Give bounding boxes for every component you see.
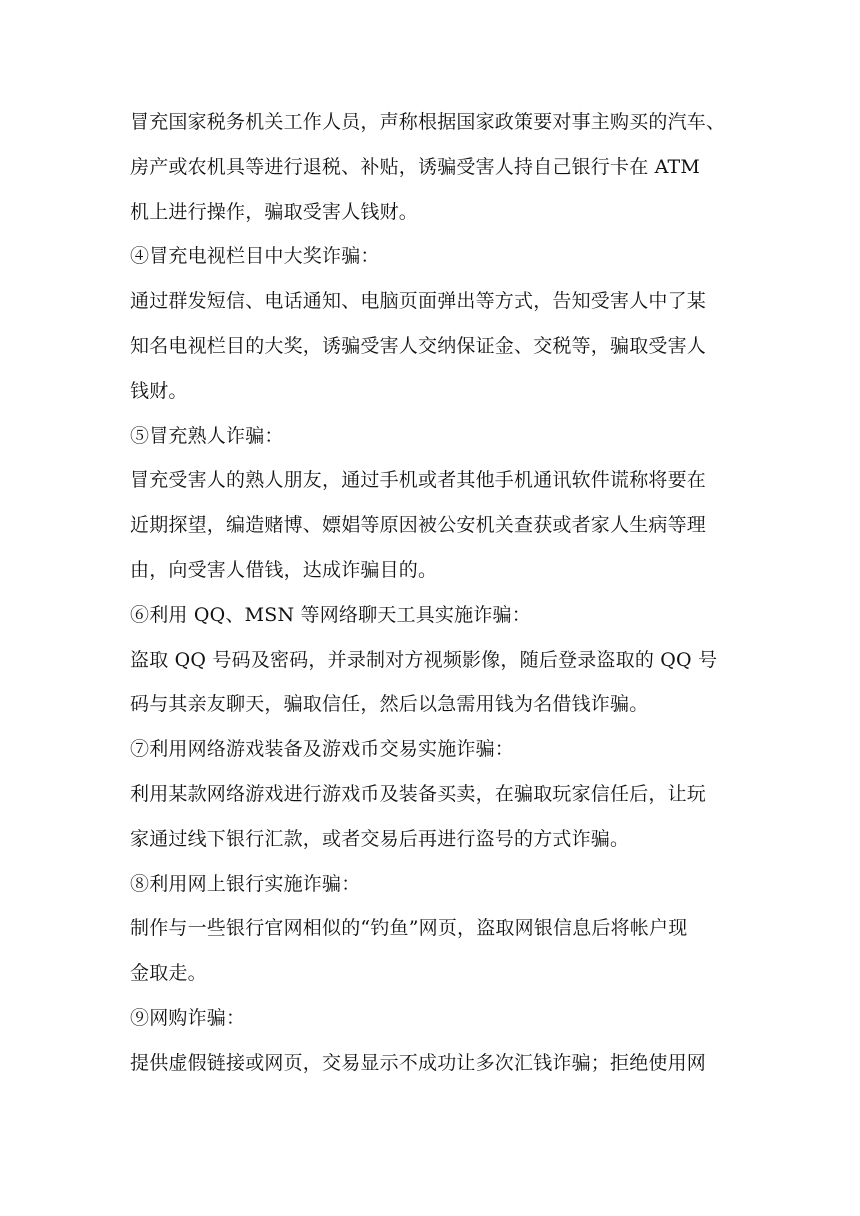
text-line-5: 通过群发短信、电话通知、电脑页面弹出等方式，告知受害人中了某 [130, 290, 707, 313]
text-line-16: 利用某款网络游戏进行游戏币及装备买卖，在骗取玩家信任后，让玩 [130, 782, 707, 805]
document-body [130, 100, 730, 1086]
text-line-10: 近期探望，编造赌博、嫖娼等原因被公安机关查获或者家人生病等理 [130, 514, 707, 537]
text-line-9: 冒充受害人的熟人朋友，通过手机或者其他手机通讯软件谎称将要在 [130, 469, 707, 492]
section-heading-5: ⑤冒充熟人诈骗： [130, 424, 284, 447]
text-line-7: 钱财。 [130, 379, 188, 402]
text-line-2: 房产或农机具等进行退税、补贴，诱骗受害人持自己银行卡在 ATM [130, 155, 701, 178]
text-line-3: 机上进行操作，骗取受害人钱财。 [130, 200, 419, 223]
text-line-1: 冒充国家税务机关工作人员，声称根据国家政策要对事主购买的汽车、 [130, 111, 726, 133]
text-line-20: 金取走。 [130, 962, 207, 985]
text-line-13: 盗取 QQ 号码及密码，并录制对方视频影像，随后登录盗取的 QQ 号 [130, 648, 718, 671]
section-heading-6: ⑥利用 QQ、MSN 等网络聊天工具实施诈骗： [130, 603, 531, 626]
text-line-6: 知名电视栏目的大奖，诱骗受害人交纳保证金、交税等，骗取受害人 [130, 334, 707, 357]
section-heading-7: ⑦利用网络游戏装备及游戏币交易实施诈骗： [130, 738, 515, 761]
section-heading-9: ⑨网购诈骗： [130, 1006, 246, 1029]
text-line-17: 家通过线下银行汇款，或者交易后再进行盗号的方式诈骗。 [130, 827, 630, 850]
section-heading-8: ⑧利用网上银行实施诈骗： [130, 872, 361, 895]
text-line-14: 码与其亲友聊天，骗取信任，然后以急需用钱为名借钱诈骗。 [130, 693, 649, 716]
section-heading-4: ④冒充电视栏目中大奖诈骗： [130, 245, 380, 268]
text-line-22: 提供虚假链接或网页，交易显示不成功让多次汇钱诈骗；拒绝使用网 [130, 1051, 707, 1074]
text-line-19: 制作与一些银行官网相似的“钓鱼”网页，盗取网银信息后将帐户现 [130, 917, 688, 940]
text-line-11: 由，向受害人借钱，达成诈骗目的。 [130, 558, 438, 581]
